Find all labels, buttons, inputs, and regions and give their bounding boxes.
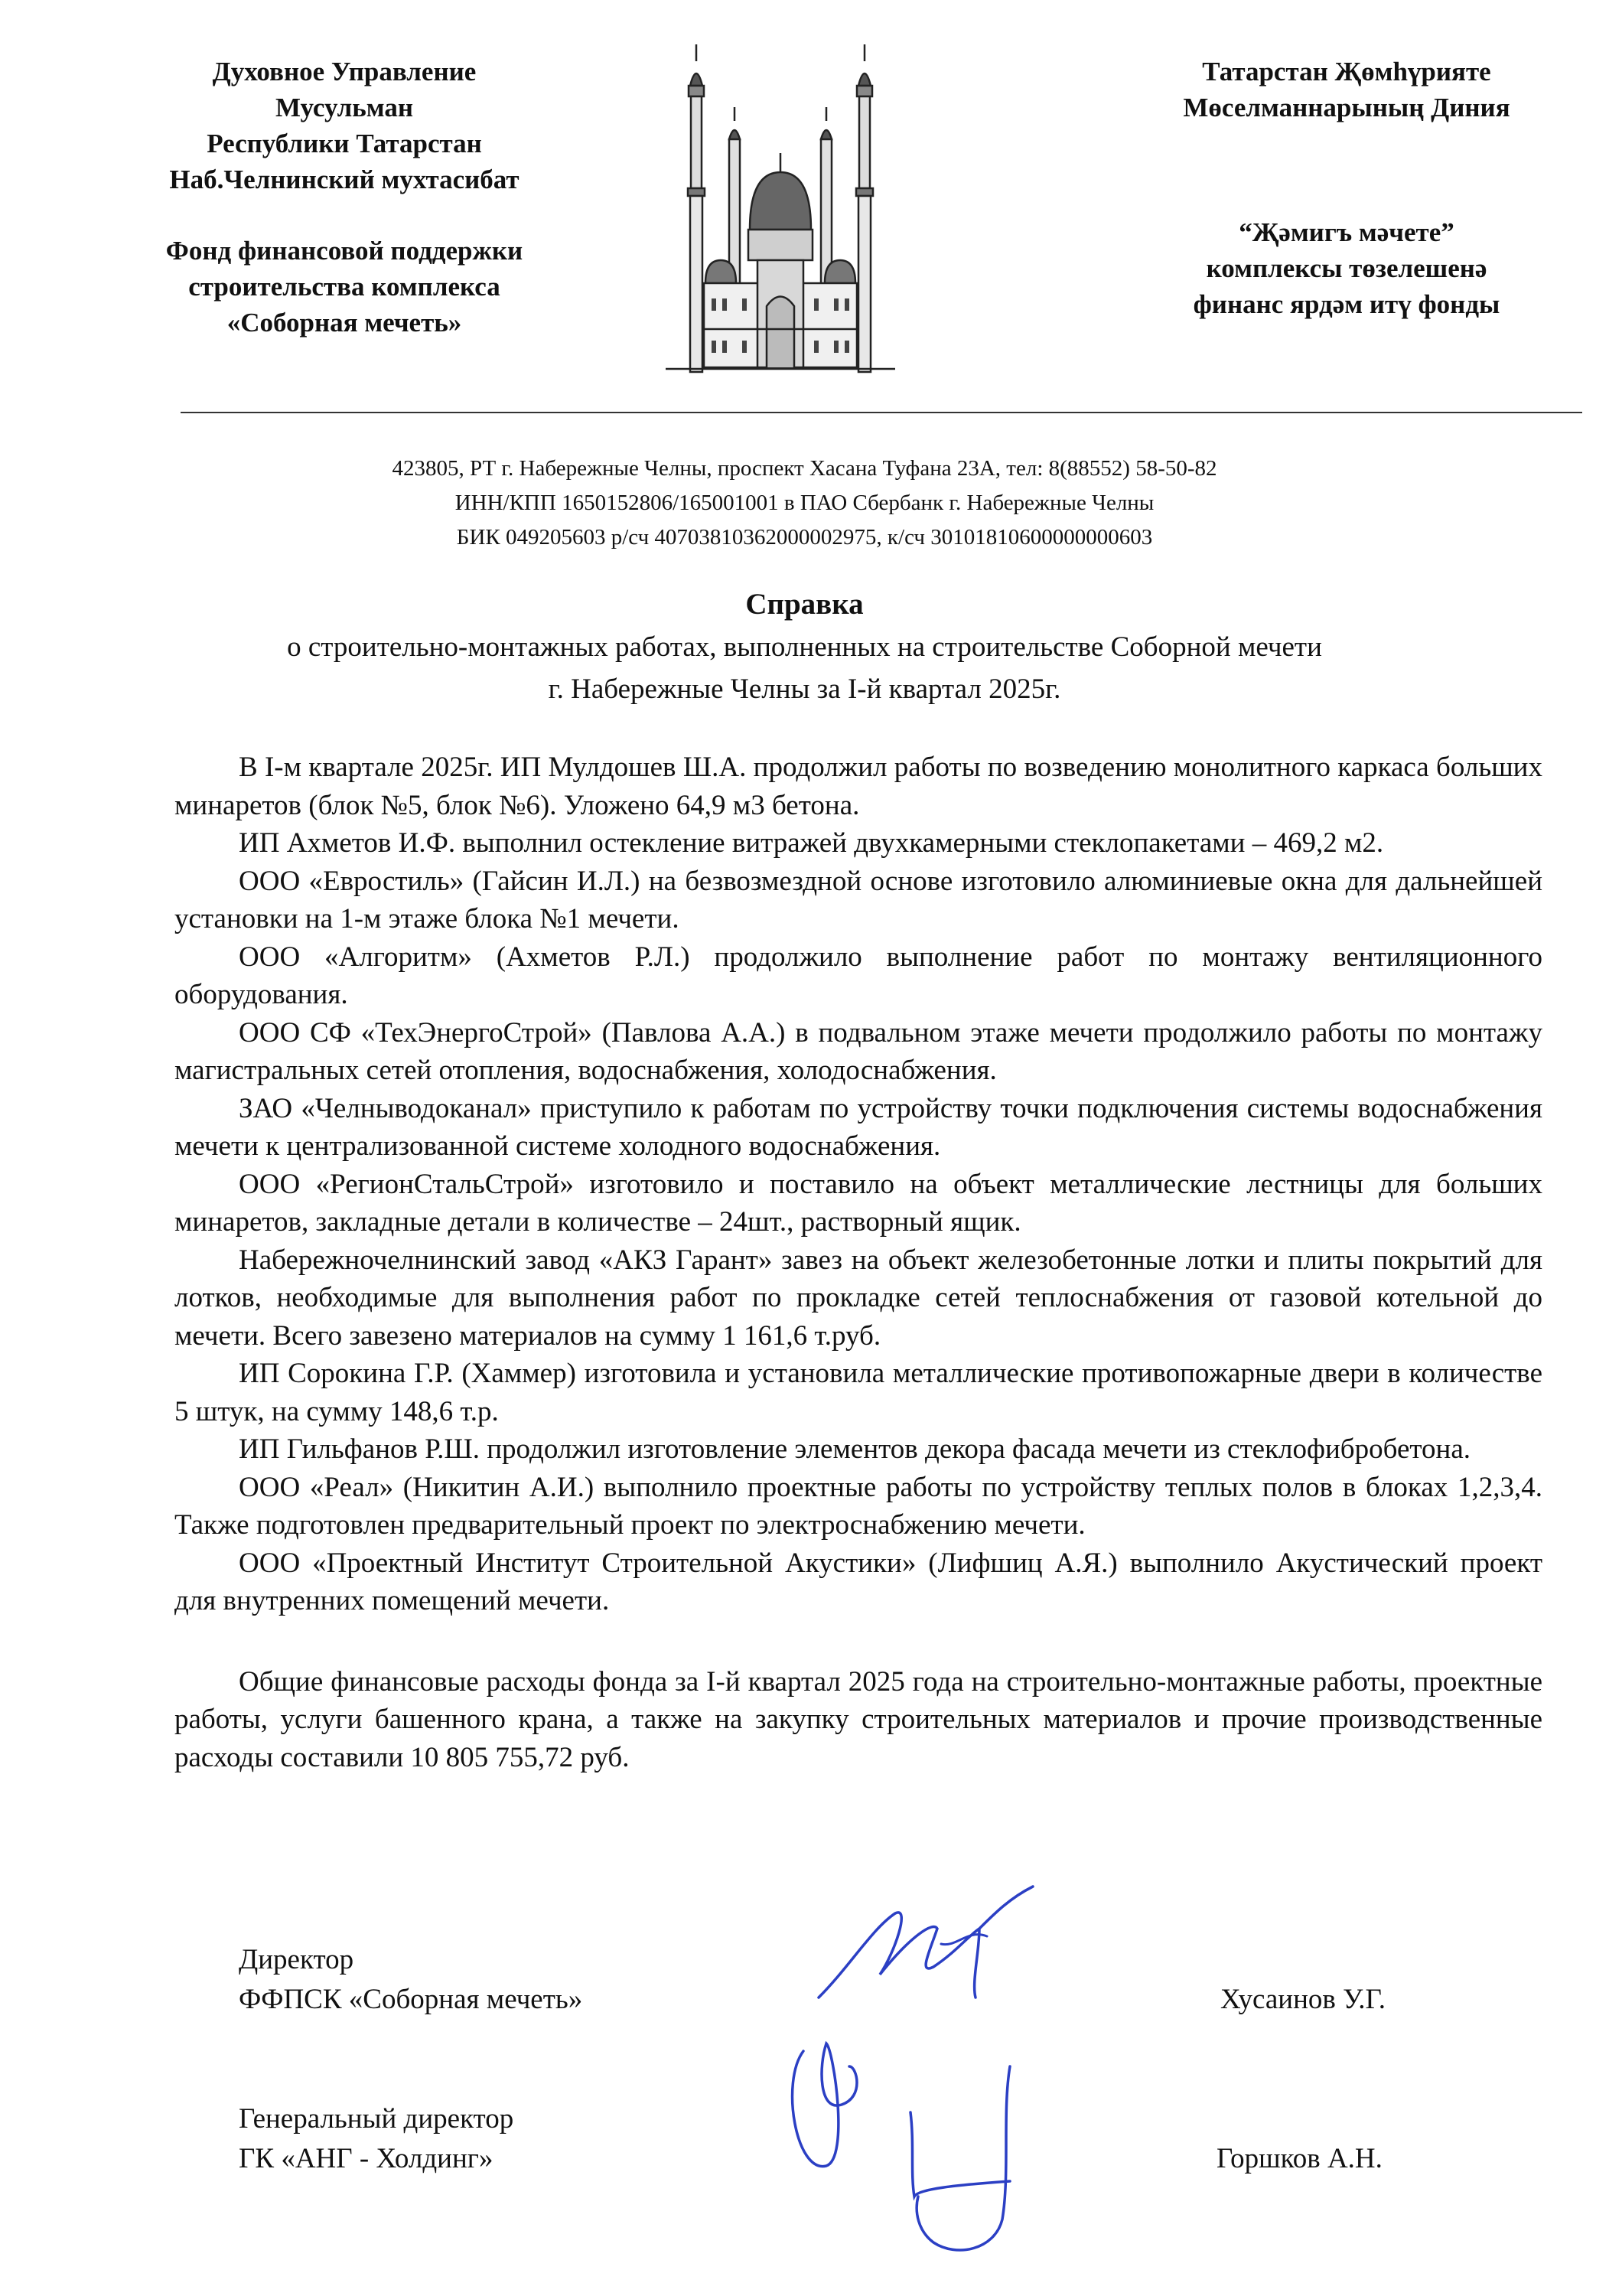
fund-name-line: комплексы төзелешенә xyxy=(1206,253,1487,283)
org-name-line: Духовное Управление xyxy=(212,57,477,86)
body-paragraph: ИП Гильфанов Р.Ш. продолжил изготовление элементов декора фасада мечети из стеклофибробетона. xyxy=(239,1433,1471,1465)
bank-details-line: БИК 049205603 р/сч 40703810362000002975, к/сч 30101810600000000603 xyxy=(456,525,1153,550)
signatory-name: Хусаинов У.Г. xyxy=(1220,1984,1386,2015)
body-paragraph: ООО «Алгоритм» (Ахметов Р.Л.) продолжило выполнение работ по монтажу вентиляционного оборудования. xyxy=(174,941,1542,1010)
position-org: ГК «АНГ - Холдинг» xyxy=(239,2143,493,2174)
body-paragraph: ООО «РегионСтальСтрой» изготовило и поставило на объект металлические лестницы для больших минаретов, закладные детали в количестве – 24шт., растворный ящик. xyxy=(174,1168,1542,1238)
org-name-line: Мусульман xyxy=(275,93,414,122)
subtitle-line: г. Набережные Челны за I-й квартал 2025г. xyxy=(548,673,1061,705)
body-paragraph: ИП Сорокина Г.Р. (Хаммер) изготовила и установила металлические противопожарные двери в количестве 5 штук, на сумму 148,6 т.р. xyxy=(174,1358,1542,1427)
body-paragraph: ООО «Проектный Институт Строительной Акустики» (Лифшиц А.Я.) выполнило Акустический проект для внутренних помещений мечети. xyxy=(174,1547,1542,1616)
fund-name-line: финанс ярдәм итү фонды xyxy=(1193,289,1500,319)
body-paragraph: ООО СФ «ТехЭнергоСтрой» (Павлова А.А.) в подвальном этаже мечети продолжило работы по монтажу магистральных сетей отопления, водоснабжения, холодоснабжения. xyxy=(174,1016,1542,1086)
body-paragraph: В I-м квартале 2025г. ИП Мулдошев Ш.А. продолжил работы по возведению монолитного каркаса больших минаретов (блок №5, блок №6). Уложено 64,9 м3 бетона. xyxy=(174,752,1542,821)
org-name-line: Наб.Челнинский мухтасибат xyxy=(169,165,520,194)
summary-paragraph: Общие финансовые расходы фонда за I-й квартал 2025 года на строительно-монтажные работы, проектные работы, услуги башенного крана, а также на закупку строительных материалов и прочие производственные расходы составили 10 805 755,72 руб. xyxy=(174,1665,1542,1773)
subtitle-line: о строительно-монтажных работах, выполненных на строительстве Соборной мечети xyxy=(287,631,1322,663)
org-name-line: Татарстан Җөмһүрияте xyxy=(1202,57,1491,86)
handwritten-signature-icon xyxy=(780,2020,1033,2273)
position-title: Директор xyxy=(239,1944,354,1975)
org-name-line: Мөселманнарының Диния xyxy=(1183,93,1510,122)
body-paragraph: Набережночелнинский завод «АКЗ Гарант» завез на объект железобетонные лотки и плиты покрытий для лотков, необходимые для выполнения работ по прокладке сетей теплоснабжения от газовой котельной до мечети. Всего завезено материалов на сумму 1 161,6 т.руб. xyxy=(174,1244,1542,1352)
body-paragraph: ООО «Реал» (Никитин А.И.) выполнило проектные работы по устройству теплых полов в блоках 1,2,3,4. Также подготовлен предварительный проект по электроснабжению мечети. xyxy=(174,1471,1542,1541)
fund-name-line: строительства комплекса xyxy=(188,272,500,302)
signatory-position xyxy=(239,2099,513,2179)
fund-name-line: “Җәмигъ мәчете” xyxy=(1239,217,1454,247)
position-title: Генеральный директор xyxy=(239,2103,514,2135)
position-org: ФФПСК «Соборная мечеть» xyxy=(239,1984,583,2015)
body-paragraph: ИП Ахметов И.Ф. выполнил остекление витражей двухкамерными стеклопакетами – 469,2 м2. xyxy=(239,827,1384,859)
fund-name-line: Фонд финансовой поддержки xyxy=(165,236,523,266)
body-paragraph: ООО «Евростиль» (Гайсин И.Л.) на безвозмездной основе изготовило алюминиевые окна для дальнейшей установки на 1-м этаже блока №1 мечети. xyxy=(174,865,1542,934)
body-paragraph: ЗАО «Челныводоканал» приступило к работам по устройству точки подключения системы водоснабжения мечети к централизованной системе холодного водоснабжения. xyxy=(174,1092,1542,1162)
org-name-line: Республики Татарстан xyxy=(207,129,482,158)
fund-name-line: «Соборная мечеть» xyxy=(226,308,462,338)
tax-id-line: ИНН/КПП 1650152806/165001001 в ПАО Сбербанк г. Набережные Челны xyxy=(454,491,1155,515)
address-line: 423805, РТ г. Набережные Челны, проспект Хасана Туфана 23А, тел: 8(88552) 58-50-82 xyxy=(392,456,1217,481)
signatory-position xyxy=(239,1940,582,2020)
handwritten-signature-icon xyxy=(803,1883,1048,2020)
signatory-name: Горшков А.Н. xyxy=(1217,2143,1383,2174)
document-title: Справка xyxy=(745,588,864,621)
